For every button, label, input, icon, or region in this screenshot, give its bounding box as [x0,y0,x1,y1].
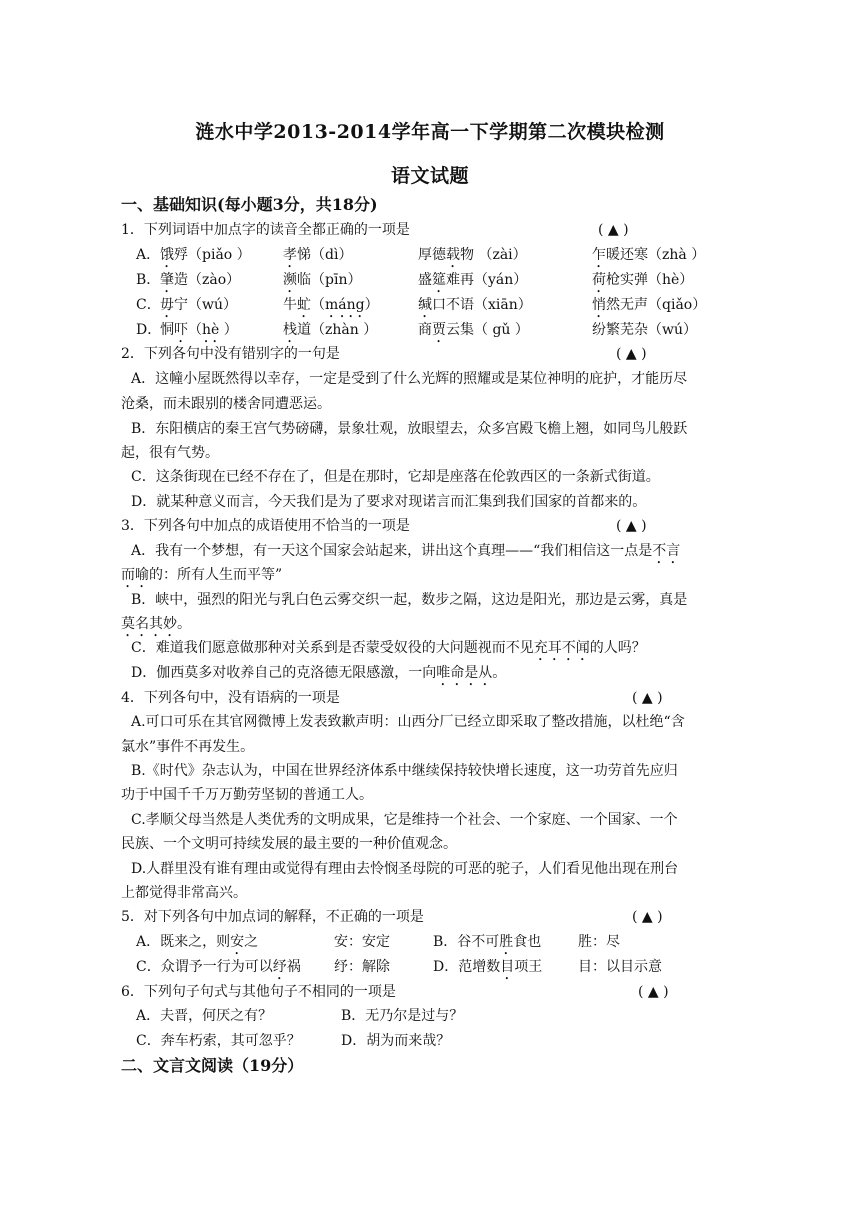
dotted-char: 毋 [160,297,174,313]
option-word: 濒临（pīn） [283,272,362,288]
question-4-option-a-line1: A.可口可乐在其官网微博上发表致歉声明：山西分厂已经立即采取了整改措施，以杜绝“含 [131,714,685,730]
dotted-char: 缄 [418,297,432,313]
option-word: 孝悌（dì） [283,247,353,263]
dotted-char: 筵 [432,272,446,288]
question-2-option-b-line2: 起，很有气势。 [121,445,219,461]
option-word: 栈道（zhàn ） [283,322,378,338]
dotted-idiom: 唯命是从 [436,665,493,681]
dotted-char: 纾 [272,959,287,975]
question-5-option-b: B．谷不可胜食也 [433,934,542,950]
option-word: 悄然无声（qiǎo） [592,297,707,313]
option-label: A． [136,247,161,263]
option-word: 厚德载物 （zài） [418,247,527,263]
question-6-option-d: D．胡为而来哉？ [341,1033,451,1049]
dotted-idiom: 莫名其妙 [121,616,177,632]
question-1-row-c [0,293,860,317]
dotted-char: 悄 [592,297,606,313]
answer-marker-q6: ( ▲ ) [638,984,669,1000]
question-5-option-d-explanation: 目：以目示意 [578,959,662,975]
question-2-option-b-line1: B．东阳横店的秦王宫气势磅礴，景象壮观，放眼望去，众多宫殿飞檐上翘，如同鸟儿般跃 [131,421,688,437]
question-5-row-cd [0,955,860,979]
option-word: 荷枪实弹（hè） [592,272,694,288]
dotted-char: 虻（máng） [297,297,379,313]
exam-title: 涟水中学2013-2014学年高一下学期第二次模块检测 [195,121,665,143]
dotted-char: 胜 [499,934,514,950]
question-2-option-a-line1: A．这幢小屋既然得以幸存，一定是受到了什么光辉的照耀或是某位神明的庇护，才能历尽 [131,371,688,387]
question-3-option-c: C．难道我们愿意做那种对关系到是否蒙受奴役的大问题视而不见充耳不闻的人吗？ [131,640,646,656]
question-2-option-d: D．就某种意义而言，今天我们是为了要求对现诺言而汇集到我们国家的首都来的。 [131,494,647,510]
question-5-option-b-explanation: 胜：尽 [578,934,620,950]
question-3-option-d: D．伽西莫多对收养自己的克洛德无限感激，一向唯命是从。 [131,665,507,681]
question-1-stem: 1．下列词语中加点字的读音全都正确的一项是 [121,222,410,238]
question-5-option-a: A．既来之，则安之 [136,934,259,950]
question-5-option-c-explanation: 纾：解除 [334,959,390,975]
question-6-option-a: A．夫晋，何厌之有？ [136,1008,273,1024]
option-word: 恫吓（hè ） [160,322,238,338]
dotted-idiom: 不言 [652,543,681,559]
answer-marker-q1: ( ▲ ) [598,222,629,238]
question-3-option-a-line1: A．我有一个梦想，有一天这个国家会站起来，讲出这个真理——“我们相信这一点是不言 [131,543,681,559]
option-word: 肇造（zào） [160,272,241,288]
question-1-row-d [0,318,860,342]
question-6-option-c: C．奔车朽索，其可忽乎？ [136,1033,301,1049]
answer-marker-q3: ( ▲ ) [616,518,647,534]
dotted-char: 吓（hè ） [174,322,238,338]
question-2-option-c: C．这条街现在已经不存在了，但是在那时，它却是座落在伦敦西区的一条新式街道。 [131,469,660,485]
question-2-stem: 2．下列各句中没有错别字的一句是 [121,346,340,362]
question-1-row-b [0,268,860,292]
dotted-char: 载 [446,247,460,263]
dotted-idiom: 充耳不闻 [533,640,590,656]
dotted-char: 肇 [160,272,174,288]
question-3-option-b-line2: 莫名其妙。 [121,616,191,632]
option-word: 盛筵难再（yán） [418,272,528,288]
section-heading-basic: 一、基础知识(每小题3分，共18分) [121,195,378,214]
question-1-row-a [0,243,860,267]
question-3-option-b-line1: B．峡中，强烈的阳光与乳白色云雾交织一起，数步之隔，这边是阳光，那边是云雾，真是 [131,592,688,608]
question-4-option-d-line1: D.人群里没有谁有理由或觉得有理由去怜悯圣母院的可恶的驼子，人们看见他出现在刑台 [131,861,679,877]
option-word: 纷繁芜杂（wú） [592,322,697,338]
option-word: 饿殍（piǎo ） [160,247,251,263]
question-4-option-a-line2: 氯水”事件不再发生。 [121,739,255,755]
dotted-char: 贾 [432,322,446,338]
question-6-stem: 6．下列句子句式与其他句子不相同的一项是 [121,984,396,1000]
question-3-stem: 3．下列各句中加点的成语使用不恰当的一项是 [121,518,410,534]
question-4-option-c-line2: 民族、一个文明可持续发展的最主要的一种价值观念。 [121,836,457,852]
question-5-option-a-explanation: 安：安定 [334,934,390,950]
dotted-char: 孝 [283,247,297,263]
question-4-option-d-line2: 上都觉得非常高兴。 [121,885,247,901]
question-5-option-c: C．众谓予一行为可以纾祸 [136,959,301,975]
dotted-char: 荷 [592,272,606,288]
dotted-char: 栈 [283,322,297,338]
option-word: 乍暖还寒（zhà ） [592,247,706,263]
question-4-option-b-line2: 功于中国千千万万勤劳坚韧的普通工人。 [121,787,373,803]
section-heading-classical-reading: 二、文言文阅读（19分） [121,1056,304,1075]
question-5-row-ab [0,930,860,954]
question-5-stem: 5．对下列各句中加点词的解释，不正确的一项是 [121,909,424,925]
question-6-option-b: B．无乃尔是过与？ [341,1008,464,1024]
answer-marker-q2: ( ▲ ) [616,346,647,362]
dotted-char: 饿 [160,247,174,263]
dotted-char: 濒 [283,272,297,288]
answer-marker-q4: ( ▲ ) [632,690,663,706]
dotted-idiom: 而喻 [121,567,149,583]
option-word: 牛虻（máng） [283,297,379,313]
question-4-option-b-line1: B.《时代》杂志认为，中国在世界经济体系中继续保持较快增长速度，这一功劳首先应归 [131,763,678,779]
question-6-row-ab [0,1004,860,1028]
dotted-char: 目 [500,959,515,975]
dotted-char: 安 [230,934,245,950]
answer-marker-q5: ( ▲ ) [632,909,663,925]
question-6-row-cd [0,1029,860,1053]
option-label: B． [136,272,161,288]
question-3-option-a-line2: 而喻的：所有人生而平等” [121,567,283,583]
question-5-option-d: D．范增数目项王 [433,959,543,975]
option-word: 缄口不语（xiān） [418,297,532,313]
question-4-stem: 4．下列各句中，没有语病的一项是 [121,690,340,706]
question-4-option-c-line1: C.孝顺父母当然是人类优秀的文明成果，它是维持一个社会、一个家庭、一个国家、一个 [131,812,678,828]
option-label: D． [136,322,162,338]
option-word: 商贾云集（ gǔ ） [418,322,529,338]
question-2-option-a-line2: 沧桑，而未跟别的楼舍同遭恶运。 [121,396,331,412]
option-word: 毋宁（wú） [160,297,237,313]
option-label: C． [136,297,161,313]
dotted-char: 乍 [592,247,606,263]
exam-subtitle: 语文试题 [390,165,469,187]
